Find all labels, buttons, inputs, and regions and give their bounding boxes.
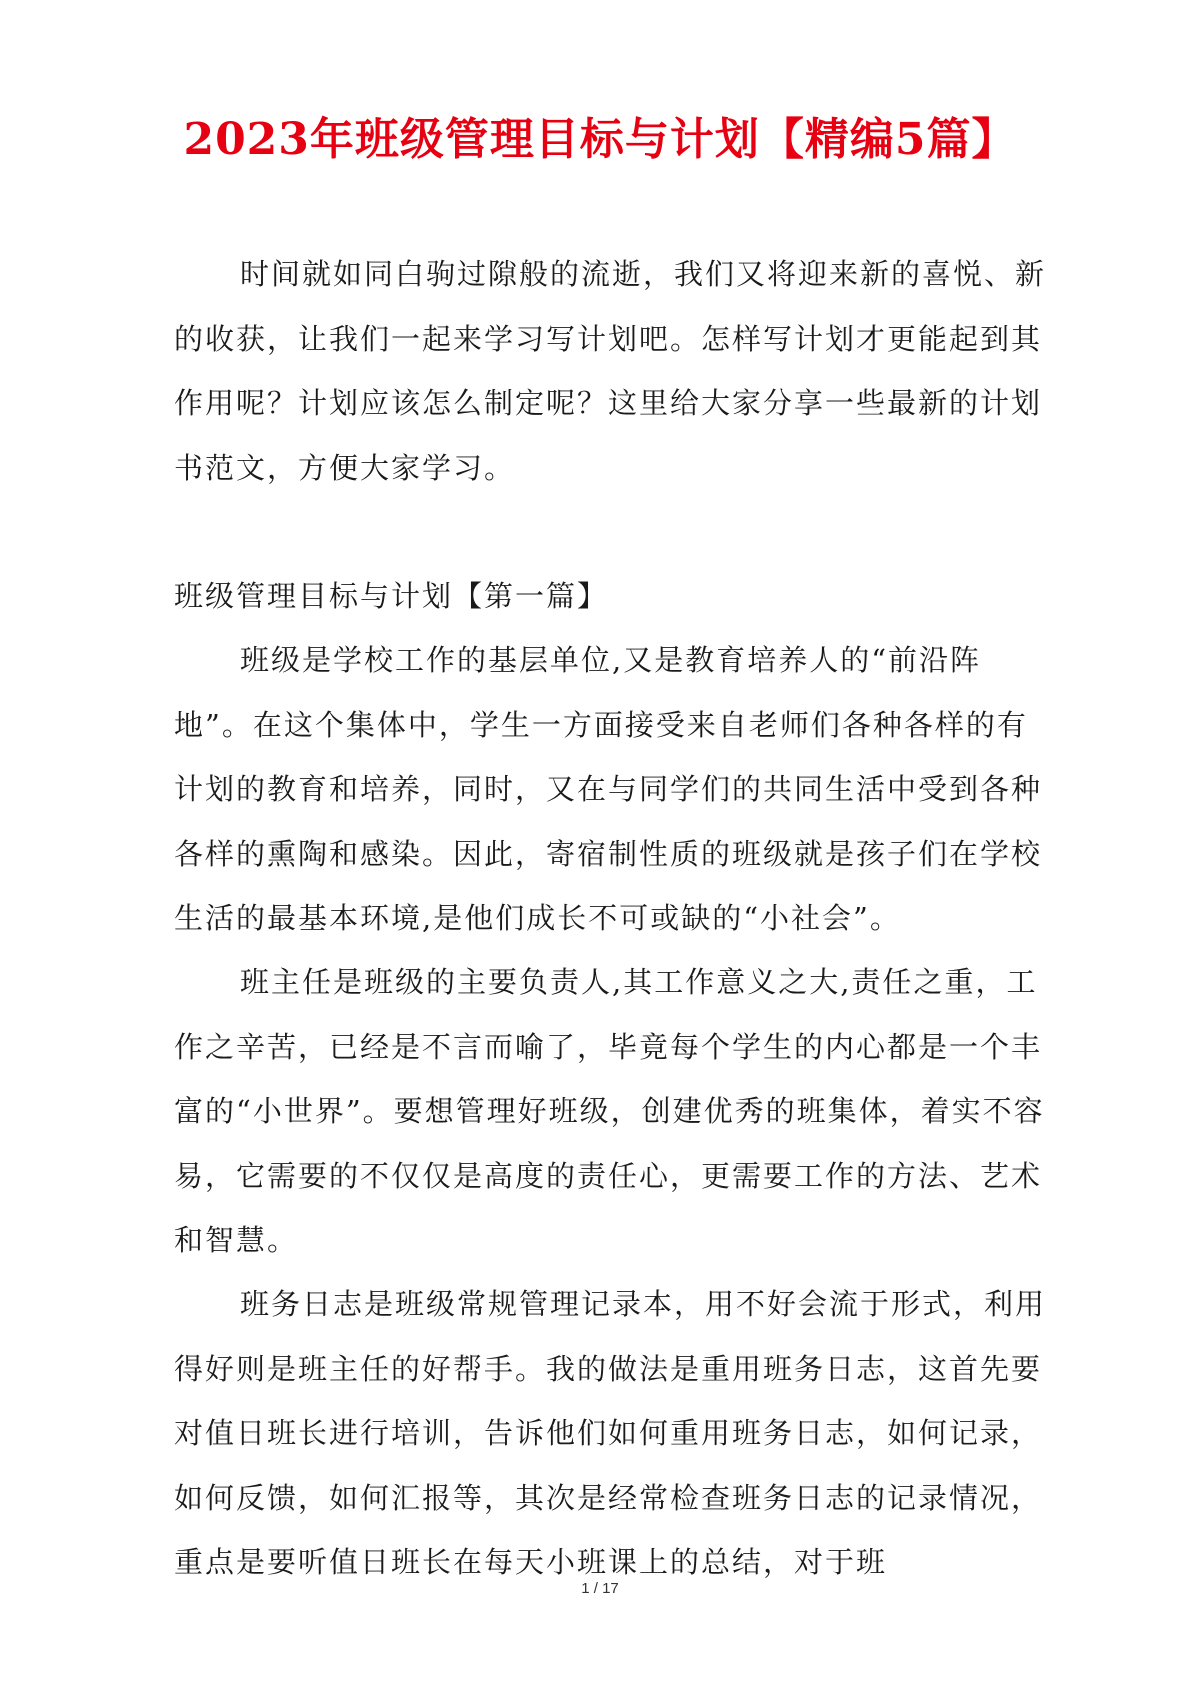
document-title: 2023年班级管理目标与计划【精编5篇】 [183, 114, 1017, 165]
page-number: 1 / 17 [581, 1580, 619, 1597]
body-paragraph-1: 班级是学校工作的基层单位,又是教育培养人的“前沿阵地”。在这个集体中，学生一方面接受来自老师们各种各样的有计划的教育和培养，同时，又在与同学们的共同生活中受到各种各样的熏陶和感染。因此，寄宿制性质的班级就是孩子们在学校生活的最基本环境,是他们成长不可或缺的“小社会”。 [174, 643, 1043, 935]
section-heading: 班级管理目标与计划【第一篇】 [174, 579, 609, 613]
intro-paragraph: 时间就如同白驹过隙般的流逝，我们又将迎来新的喜悦、新的收获，让我们一起来学习写计划吧。怎样写计划才更能起到其作用呢？计划应该怎么制定呢？这里给大家分享一些最新的计划书范文，方便大家学习。 [174, 257, 1047, 485]
body-paragraph-2: 班主任是班级的主要负责人,其工作意义之大,责任之重，工作之辛苦，已经是不言而喻了，毕竟每个学生的内心都是一个丰富的“小世界”。要想管理好班级，创建优秀的班集体，着实不容易，它需要的不仅仅是高度的责任心，更需要工作的方法、艺术和智慧。 [174, 965, 1045, 1257]
body-paragraph-3: 班务日志是班级常规管理记录本，用不好会流于形式，利用得好则是班主任的好帮手。我的做法是重用班务日志，这首先要对值日班长进行培训，告诉他们如何重用班务日志，如何记录，如何反馈，如何汇报等，其次是经常检查班务日志的记录情况，重点是要听值日班长在每天小班课上的总结，对于班 [174, 1287, 1047, 1579]
